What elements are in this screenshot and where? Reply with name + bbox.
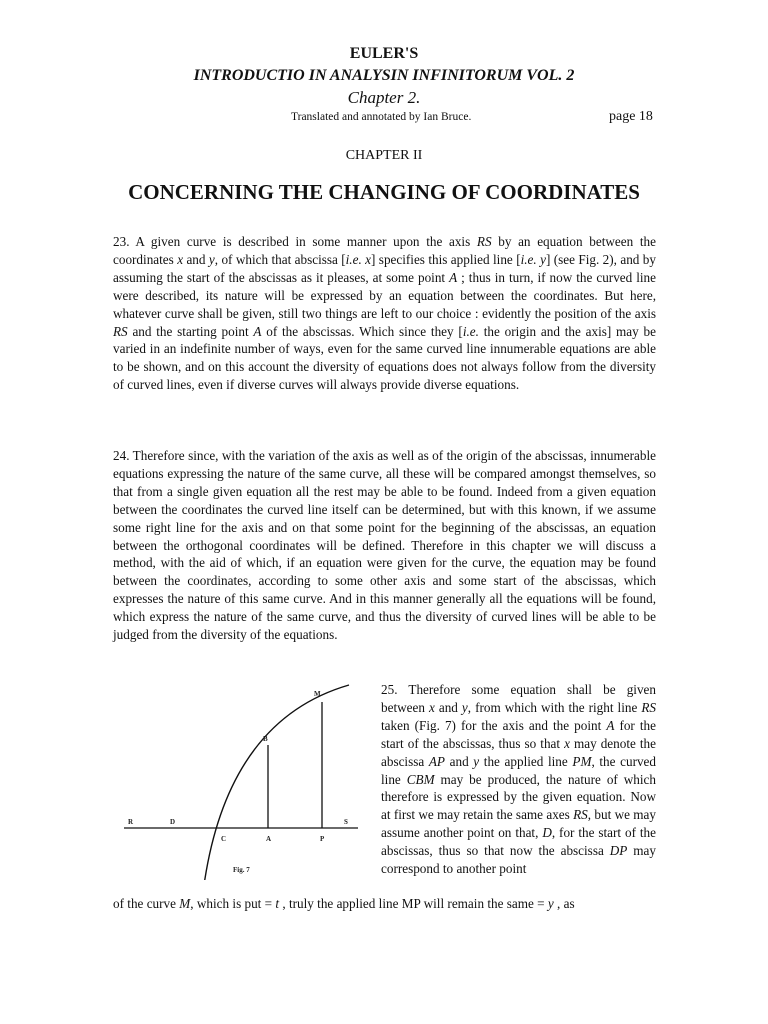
- section-title: CONCERNING THE CHANGING OF COORDINATES: [128, 180, 640, 204]
- translator-note: Translated and annotated by Ian Bruce.: [291, 111, 472, 123]
- label-p: P: [320, 835, 325, 843]
- paragraph-23: 23. A given curve is described in some manner upon the axis RS by an equation between the coordinates x and y, of which that abscissa [i.e. x] specifies this applied line [i.e. y] (see Fig. 2), and by assuming the start of the abscissas as it pleases, at some point A ; thus in turn, if now the curved line were described, its nature will be expressed by an equation between the coordinates. But here, whatever curve shall be given, still two things are left to our choice : evidently the position of the axis RS and the starting point A of the abscissas. Which since they [i.e. the origin and the axis] may be varied in an indefinite number of ways, even for the same curved line innumerable equations are able to be shown, and on this account the diversity of equations does not always follow from the diversity of curved lines, even if diverse curves will always provide diverse equations.: [113, 234, 656, 393]
- label-r: R: [128, 818, 134, 826]
- label-m: M: [314, 690, 321, 698]
- figure-caption: Fig. 7: [233, 866, 250, 874]
- label-a: A: [266, 835, 272, 843]
- chapter-label: CHAPTER II: [345, 148, 423, 163]
- label-b: B: [263, 735, 268, 743]
- paragraph-25-continuation: of the curve M, which is put = t , truly the applied line MP will remain the same = y , as: [113, 896, 575, 911]
- label-c: C: [221, 835, 227, 843]
- paragraph-25: 25. Therefore some equation shall be given between x and y, from which with the right line RS taken (Fig. 7) for the axis and the point A for the start of the abscissas, thus so that x may denote the abscissa AP and y the applied line PM, the curved line CBM may be produced, the nature of which therefore is expressed by the given equation. Now at first we may retain the same axes RS, but we may assume another point on that, D, for the start of the abscissas, thus so that now the abscissa DP may correspond to another point: [381, 682, 657, 877]
- label-s: S: [344, 818, 348, 826]
- book-author-heading: EULER'S: [349, 45, 419, 62]
- book-title-heading: INTRODUCTIO IN ANALYSIN INFINITORUM VOL. 2: [193, 67, 575, 84]
- chapter-heading: Chapter 2.: [347, 88, 421, 107]
- label-d: D: [170, 818, 176, 826]
- paragraph-24: 24. Therefore since, with the variation of the axis as well as of the origin of the abscissas, innumerable equations expressing the nature of the same curve, all these will be compared amongst themselves, so that from a single given equation all the rest may be able to be found. Indeed from a given equation between the coordinates the curved line itself can be determined, but with this known, if we assume some right line for the axis and on that some point for the beginning of the abscissas, an equation between the orthogonal coordinates will be defined. Therefore in this chapter we will discuss a method, with the aid of which, if an equation were given for the curve, the equation may be found between the coordinates, according to some other axis and some start of the abscissas, which expresses the nature of this same curve. And in this manner generally all the equations will be found, which express the nature of the same curve, and thus the diversity of curved lines will be able to be judged from the diversity of the equations.: [113, 448, 656, 643]
- page-number: page 18: [609, 109, 653, 124]
- curve-cbm: [204, 685, 349, 880]
- figure-7-diagram: [118, 680, 363, 880]
